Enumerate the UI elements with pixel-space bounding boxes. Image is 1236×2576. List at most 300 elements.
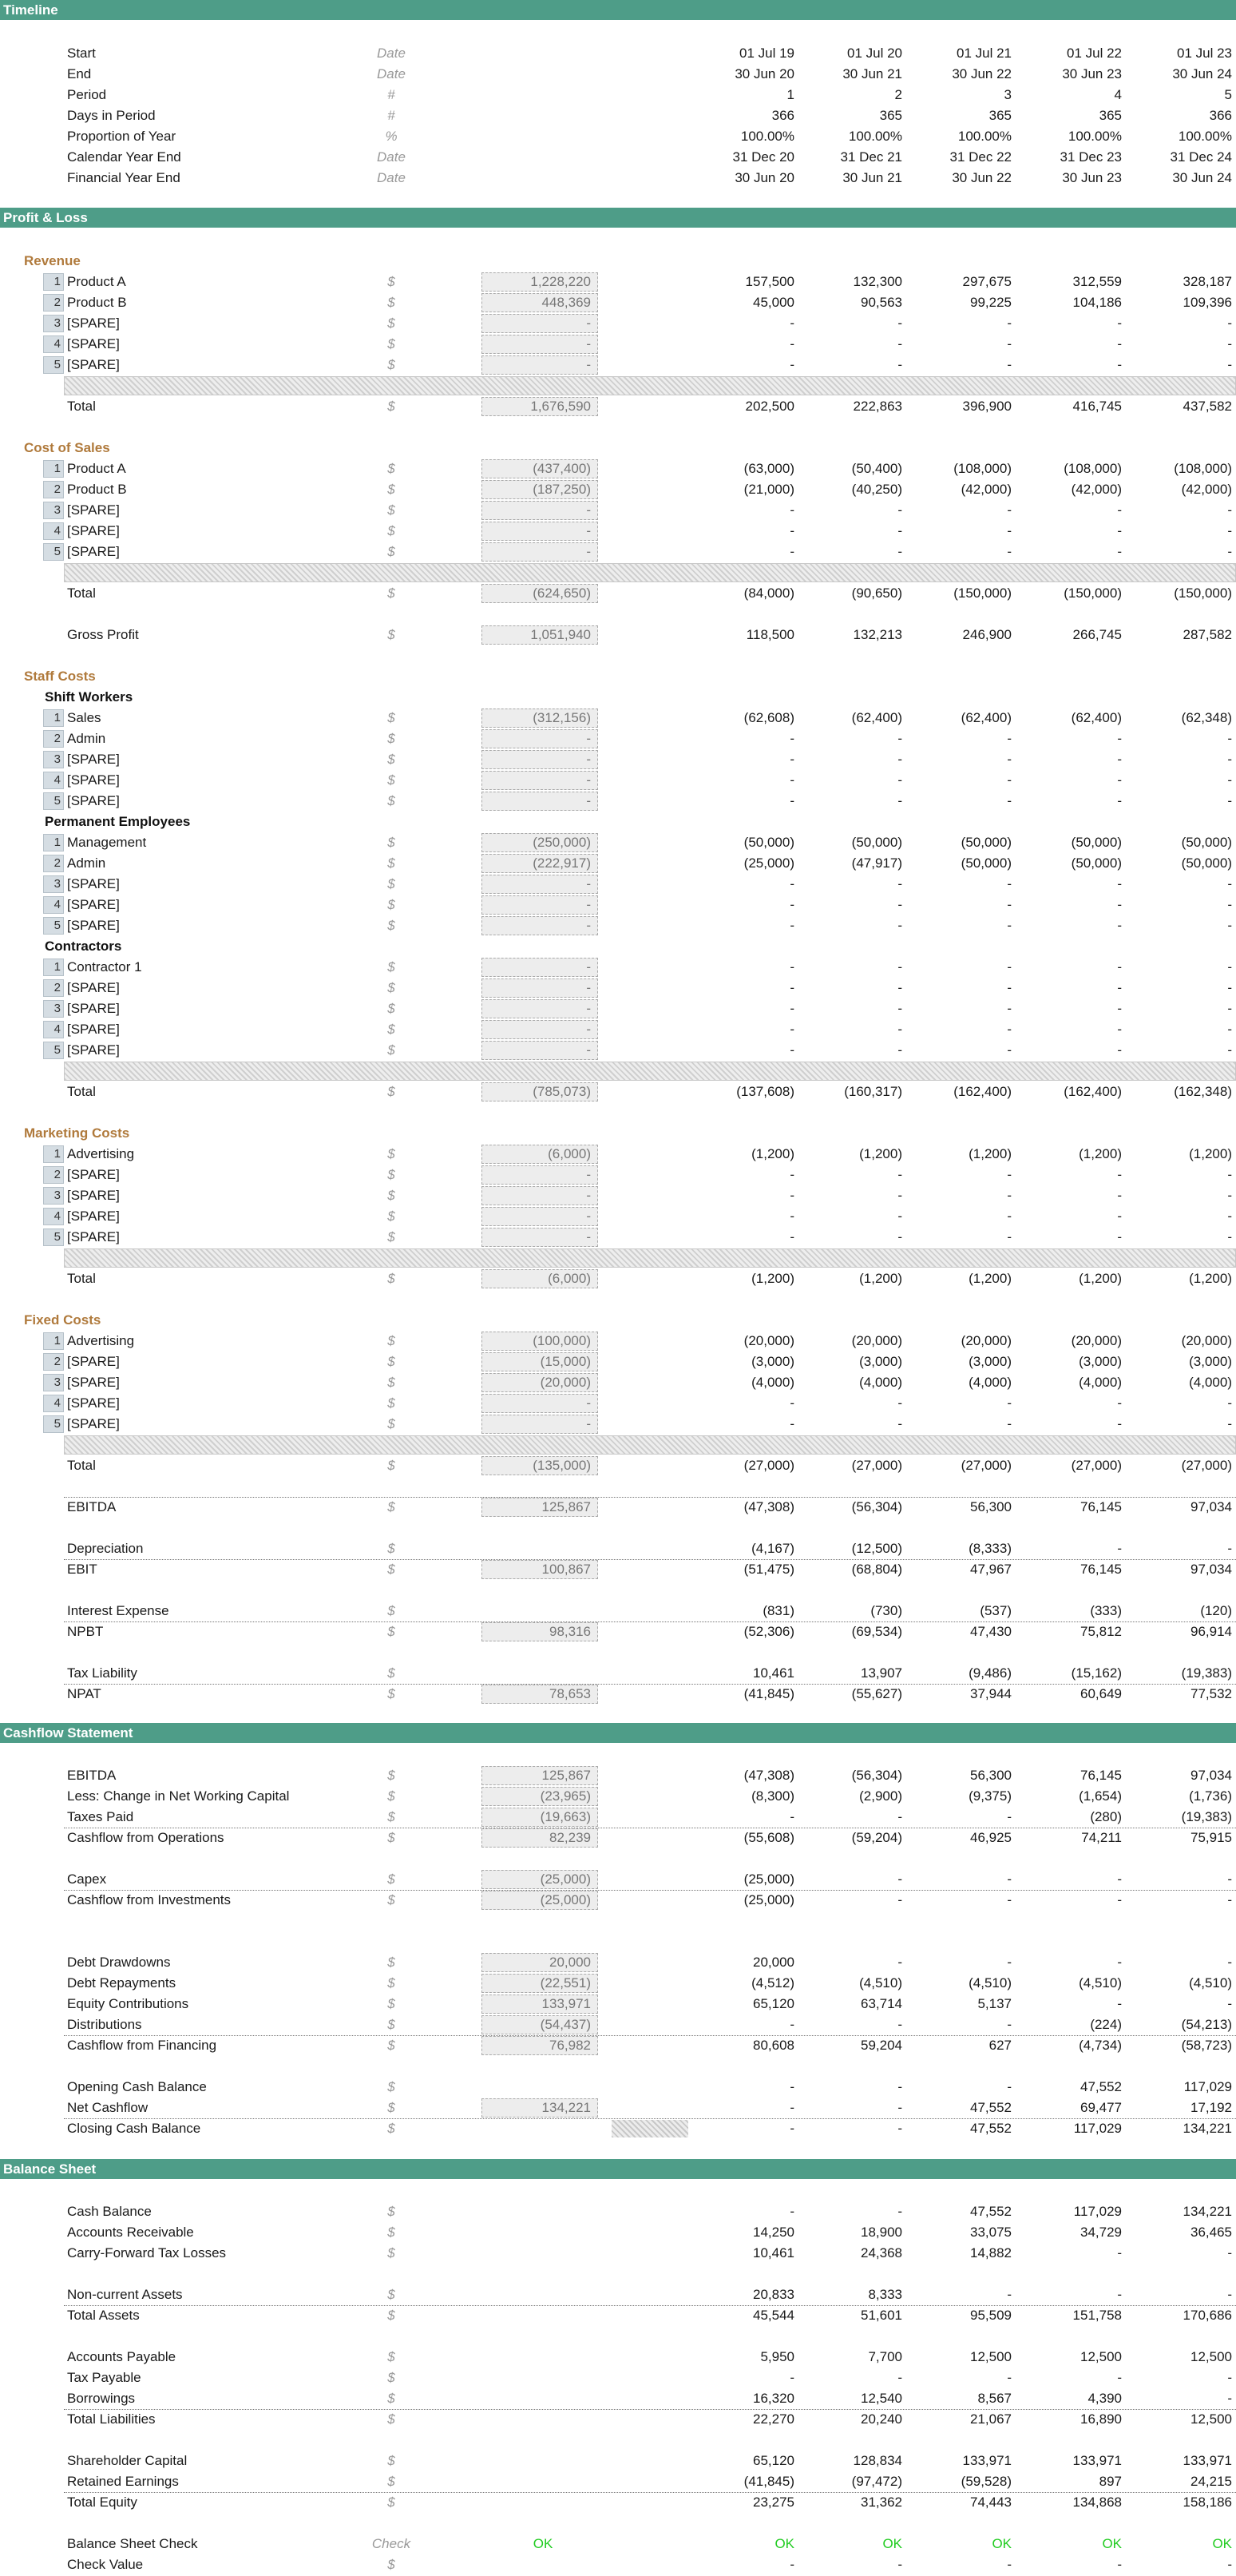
value-cell[interactable]: (56,304) <box>851 1499 902 1514</box>
value-cell[interactable]: 95,509 <box>970 2308 1012 2323</box>
total-cell[interactable]: - <box>481 958 598 977</box>
value-cell[interactable]: 170,686 <box>1183 2308 1232 2323</box>
value-cell[interactable]: (3,000) <box>859 1354 902 1369</box>
value-cell[interactable]: 14,250 <box>753 2225 794 2240</box>
value-cell[interactable]: - <box>1227 336 1232 351</box>
value-cell[interactable]: 30 Jun 24 <box>1172 66 1232 81</box>
value-cell[interactable]: (50,000) <box>961 835 1012 850</box>
value-cell[interactable]: (51,475) <box>743 1562 794 1577</box>
total-cell[interactable]: 78,653 <box>481 1685 598 1704</box>
total-cell[interactable]: 133,971 <box>481 1995 598 2014</box>
value-cell[interactable]: 31 Dec 20 <box>732 149 794 165</box>
value-cell[interactable]: 10,461 <box>753 1665 794 1681</box>
row-index[interactable]: 1 <box>43 460 64 478</box>
value-cell[interactable]: 133,971 <box>1183 2453 1232 2468</box>
value-cell[interactable]: - <box>1007 2079 1012 2094</box>
value-cell[interactable]: 104,186 <box>1072 295 1122 310</box>
value-cell[interactable]: - <box>1117 1871 1122 1887</box>
value-cell[interactable]: (41,845) <box>743 2474 794 2489</box>
row-index[interactable]: 1 <box>43 959 64 976</box>
value-cell[interactable]: - <box>1007 959 1012 974</box>
row-index[interactable]: 1 <box>43 709 64 727</box>
value-cell[interactable]: 246,900 <box>962 627 1012 642</box>
value-cell[interactable]: (20,000) <box>1071 1333 1122 1348</box>
value-cell[interactable]: - <box>1007 752 1012 767</box>
value-cell[interactable]: (56,304) <box>851 1768 902 1783</box>
value-cell[interactable]: - <box>790 1809 794 1824</box>
value-cell[interactable]: - <box>1007 544 1012 559</box>
value-cell[interactable]: - <box>790 1229 794 1244</box>
total-cell[interactable]: 125,867 <box>481 1498 598 1517</box>
value-cell[interactable]: - <box>897 1809 902 1824</box>
value-cell[interactable]: 75,812 <box>1080 1624 1122 1639</box>
value-cell[interactable]: (3,000) <box>1189 1354 1232 1369</box>
value-cell[interactable]: (62,400) <box>961 710 1012 725</box>
value-cell[interactable]: (27,000) <box>961 1458 1012 1473</box>
value-cell[interactable]: - <box>1117 316 1122 331</box>
value-cell[interactable]: (108,000) <box>1064 461 1122 476</box>
value-cell[interactable]: - <box>1117 793 1122 808</box>
value-cell[interactable]: - <box>1227 752 1232 767</box>
value-cell[interactable]: (50,000) <box>961 855 1012 871</box>
row-index[interactable]: 4 <box>43 1208 64 1225</box>
total-cell[interactable]: 76,982 <box>481 2036 598 2055</box>
total-cell[interactable]: - <box>481 542 598 562</box>
value-cell[interactable]: - <box>897 2017 902 2032</box>
value-cell[interactable]: - <box>897 357 902 372</box>
value-cell[interactable]: - <box>1007 336 1012 351</box>
value-cell[interactable]: - <box>790 544 794 559</box>
value-cell[interactable]: - <box>897 793 902 808</box>
value-cell[interactable]: (1,736) <box>1189 1788 1232 1804</box>
value-cell[interactable]: - <box>1117 876 1122 891</box>
total-cell[interactable]: (6,000) <box>481 1269 598 1288</box>
value-cell[interactable]: 132,213 <box>853 627 902 642</box>
value-cell[interactable]: (50,000) <box>1181 835 1232 850</box>
total-cell[interactable]: (22,551) <box>481 1974 598 1993</box>
value-cell[interactable]: 328,187 <box>1183 274 1232 289</box>
value-cell[interactable]: (20,000) <box>743 1333 794 1348</box>
total-cell[interactable]: (187,250) <box>481 480 598 499</box>
value-cell[interactable]: - <box>897 2121 902 2136</box>
value-cell[interactable]: - <box>897 897 902 912</box>
total-cell[interactable]: - <box>481 1041 598 1060</box>
value-cell[interactable]: 5,137 <box>977 1996 1012 2011</box>
value-cell[interactable]: 222,863 <box>853 399 902 414</box>
value-cell[interactable]: (4,000) <box>1079 1375 1122 1390</box>
value-cell[interactable]: - <box>1117 502 1122 518</box>
value-cell[interactable]: 416,745 <box>1072 399 1122 414</box>
value-cell[interactable]: 12,500 <box>970 2349 1012 2364</box>
value-cell[interactable]: (20,000) <box>1181 1333 1232 1348</box>
total-cell[interactable]: - <box>481 1228 598 1247</box>
value-cell[interactable]: (50,000) <box>1071 835 1122 850</box>
value-cell[interactable]: 30 Jun 24 <box>1172 170 1232 185</box>
value-cell[interactable]: (59,204) <box>851 1830 902 1845</box>
value-cell[interactable]: 20,240 <box>861 2411 902 2427</box>
value-cell[interactable]: - <box>790 1022 794 1037</box>
value-cell[interactable]: - <box>790 959 794 974</box>
value-cell[interactable]: - <box>790 502 794 518</box>
value-cell[interactable]: (19,383) <box>1181 1809 1232 1824</box>
value-cell[interactable]: 47,552 <box>970 2204 1012 2219</box>
row-index[interactable]: 2 <box>43 979 64 997</box>
value-cell[interactable]: 117,029 <box>1073 2204 1122 2219</box>
value-cell[interactable]: (55,627) <box>851 1686 902 1701</box>
value-cell[interactable]: 133,971 <box>1072 2453 1122 2468</box>
value-cell[interactable]: - <box>897 752 902 767</box>
value-cell[interactable]: - <box>1227 1395 1232 1411</box>
value-cell[interactable]: (97,472) <box>851 2474 902 2489</box>
value-cell[interactable]: 134,221 <box>1183 2121 1232 2136</box>
value-cell[interactable]: - <box>1227 1229 1232 1244</box>
value-cell[interactable]: - <box>790 1188 794 1203</box>
value-cell[interactable]: - <box>1227 731 1232 746</box>
value-cell[interactable]: - <box>1117 2287 1122 2302</box>
value-cell[interactable]: - <box>790 523 794 538</box>
value-cell[interactable]: 128,834 <box>853 2453 902 2468</box>
value-cell[interactable]: 100.00% <box>740 129 794 144</box>
value-cell[interactable]: 69,477 <box>1080 2100 1122 2115</box>
total-cell[interactable]: 82,239 <box>481 1828 598 1848</box>
total-cell[interactable]: 1,051,940 <box>481 625 598 645</box>
value-cell[interactable]: - <box>897 1955 902 1970</box>
row-index[interactable]: 4 <box>43 1021 64 1038</box>
row-index[interactable]: 1 <box>43 1332 64 1350</box>
row-index[interactable]: 3 <box>43 315 64 332</box>
value-cell[interactable]: - <box>897 731 902 746</box>
value-cell[interactable]: - <box>1227 2557 1232 2572</box>
value-cell[interactable]: (47,917) <box>851 855 902 871</box>
value-cell[interactable]: (20,000) <box>961 1333 1012 1348</box>
value-cell[interactable]: 18,900 <box>861 2225 902 2240</box>
total-cell[interactable]: (785,073) <box>481 1082 598 1101</box>
value-cell[interactable]: - <box>897 980 902 995</box>
value-cell[interactable]: (333) <box>1090 1603 1122 1618</box>
value-cell[interactable]: 22,270 <box>753 2411 794 2427</box>
value-cell[interactable]: - <box>1117 1209 1122 1224</box>
value-cell[interactable]: - <box>1117 1996 1122 2011</box>
value-cell[interactable]: - <box>1117 918 1122 933</box>
value-cell[interactable]: - <box>897 502 902 518</box>
value-cell[interactable]: 4 <box>1114 87 1122 102</box>
value-cell[interactable]: (8,333) <box>969 1541 1012 1556</box>
value-cell[interactable]: - <box>790 316 794 331</box>
value-cell[interactable]: 202,500 <box>745 399 794 414</box>
value-cell[interactable]: 31 Dec 24 <box>1170 149 1232 165</box>
value-cell[interactable]: - <box>1227 897 1232 912</box>
value-cell[interactable]: - <box>1117 1001 1122 1016</box>
value-cell[interactable]: 134,868 <box>1072 2495 1122 2510</box>
value-cell[interactable]: 46,925 <box>970 1830 1012 1845</box>
value-cell[interactable]: 12,500 <box>1190 2411 1232 2427</box>
value-cell[interactable]: - <box>790 1042 794 1058</box>
value-cell[interactable]: - <box>1117 1188 1122 1203</box>
value-cell[interactable]: - <box>1227 1892 1232 1907</box>
value-cell[interactable]: (1,200) <box>859 1146 902 1161</box>
value-cell[interactable]: 47,430 <box>970 1624 1012 1639</box>
value-cell[interactable]: 30 Jun 20 <box>735 170 794 185</box>
value-cell[interactable]: (224) <box>1090 2017 1122 2032</box>
total-cell[interactable]: (15,000) <box>481 1352 598 1371</box>
value-cell[interactable]: - <box>1117 897 1122 912</box>
value-cell[interactable]: 63,714 <box>861 1996 902 2011</box>
value-cell[interactable]: - <box>1227 357 1232 372</box>
value-cell[interactable]: 23,275 <box>753 2495 794 2510</box>
value-cell[interactable]: - <box>1227 1996 1232 2011</box>
value-cell[interactable]: - <box>1227 1541 1232 1556</box>
value-cell[interactable]: - <box>1007 2017 1012 2032</box>
value-cell[interactable]: 897 <box>1099 2474 1122 2489</box>
value-cell[interactable]: (4,167) <box>751 1541 794 1556</box>
value-cell[interactable]: 12,540 <box>861 2391 902 2406</box>
total-cell[interactable]: - <box>481 1394 598 1413</box>
total-cell[interactable]: 448,369 <box>481 293 598 312</box>
value-cell[interactable]: (2,900) <box>859 1788 902 1804</box>
total-cell[interactable]: - <box>481 314 598 333</box>
value-cell[interactable]: 2 <box>894 87 902 102</box>
value-cell[interactable]: 97,034 <box>1190 1768 1232 1783</box>
total-cell[interactable]: - <box>481 729 598 748</box>
value-cell[interactable]: 3 <box>1004 87 1012 102</box>
value-cell[interactable]: (4,510) <box>1079 1975 1122 1991</box>
value-cell[interactable]: (137,608) <box>736 1084 794 1099</box>
value-cell[interactable]: 76,145 <box>1080 1499 1122 1514</box>
value-cell[interactable]: (25,000) <box>743 1892 794 1907</box>
value-cell[interactable]: - <box>790 1395 794 1411</box>
value-cell[interactable]: 7,700 <box>868 2349 902 2364</box>
total-cell[interactable]: (624,650) <box>481 584 598 603</box>
value-cell[interactable]: 366 <box>771 108 794 123</box>
value-cell[interactable]: 30 Jun 20 <box>735 66 794 81</box>
value-cell[interactable]: 34,729 <box>1080 2225 1122 2240</box>
value-cell[interactable]: 10,461 <box>753 2245 794 2260</box>
value-cell[interactable]: 5,950 <box>760 2349 794 2364</box>
value-cell[interactable]: 45,544 <box>753 2308 794 2323</box>
value-cell[interactable]: 117,029 <box>1073 2121 1122 2136</box>
total-cell[interactable]: 20,000 <box>481 1953 598 1972</box>
value-cell[interactable]: - <box>1117 1022 1122 1037</box>
value-cell[interactable]: 47,552 <box>970 2121 1012 2136</box>
value-cell[interactable]: - <box>1007 1167 1012 1182</box>
value-cell[interactable]: 65,120 <box>753 1996 794 2011</box>
total-cell[interactable]: (135,000) <box>481 1456 598 1475</box>
value-cell[interactable]: 01 Jul 23 <box>1177 46 1232 61</box>
value-cell[interactable]: (62,400) <box>851 710 902 725</box>
total-cell[interactable]: - <box>481 750 598 769</box>
value-cell[interactable]: (4,510) <box>859 1975 902 1991</box>
value-cell[interactable]: - <box>1227 2391 1232 2406</box>
value-cell[interactable]: (55,608) <box>743 1830 794 1845</box>
value-cell[interactable]: (1,200) <box>1079 1146 1122 1161</box>
value-cell[interactable]: - <box>790 2557 794 2572</box>
value-cell[interactable]: 627 <box>988 2038 1012 2053</box>
value-cell[interactable]: (120) <box>1200 1603 1232 1618</box>
value-cell[interactable]: - <box>790 1209 794 1224</box>
value-cell[interactable]: OK <box>882 2536 902 2551</box>
value-cell[interactable]: 60,649 <box>1080 1686 1122 1701</box>
value-cell[interactable]: (62,400) <box>1071 710 1122 725</box>
value-cell[interactable]: 21,067 <box>970 2411 1012 2427</box>
value-cell[interactable]: - <box>897 918 902 933</box>
value-cell[interactable]: - <box>897 959 902 974</box>
value-cell[interactable]: - <box>1117 1229 1122 1244</box>
value-cell[interactable]: OK <box>992 2536 1012 2551</box>
total-cell[interactable]: - <box>481 1207 598 1226</box>
value-cell[interactable]: (4,000) <box>1189 1375 1232 1390</box>
row-index[interactable]: 3 <box>43 875 64 893</box>
value-cell[interactable]: - <box>1007 1871 1012 1887</box>
value-cell[interactable]: - <box>897 1001 902 1016</box>
value-cell[interactable]: 74,443 <box>970 2495 1012 2510</box>
value-cell[interactable]: - <box>1007 772 1012 788</box>
value-cell[interactable]: - <box>897 2079 902 2094</box>
value-cell[interactable]: 77,532 <box>1190 1686 1232 1701</box>
value-cell[interactable]: (4,510) <box>969 1975 1012 1991</box>
value-cell[interactable]: 01 Jul 21 <box>957 46 1012 61</box>
value-cell[interactable]: - <box>1117 959 1122 974</box>
value-cell[interactable]: (108,000) <box>953 461 1012 476</box>
value-cell[interactable]: (150,000) <box>953 585 1012 601</box>
value-cell[interactable]: (27,000) <box>851 1458 902 1473</box>
value-cell[interactable]: (3,000) <box>751 1354 794 1369</box>
value-cell[interactable]: - <box>1227 2370 1232 2385</box>
value-cell[interactable]: - <box>790 357 794 372</box>
value-cell[interactable]: (41,845) <box>743 1686 794 1701</box>
total-cell[interactable]: - <box>481 916 598 935</box>
value-cell[interactable]: (3,000) <box>969 1354 1012 1369</box>
value-cell[interactable]: 133,971 <box>962 2453 1012 2468</box>
row-index[interactable]: 5 <box>43 1228 64 1246</box>
value-cell[interactable]: (4,734) <box>1079 2038 1122 2053</box>
value-cell[interactable]: - <box>1227 1042 1232 1058</box>
value-cell[interactable]: OK <box>1102 2536 1122 2551</box>
value-cell[interactable]: - <box>1227 772 1232 788</box>
value-cell[interactable]: - <box>897 1229 902 1244</box>
total-cell[interactable]: 134,221 <box>481 2098 598 2118</box>
value-cell[interactable]: 365 <box>988 108 1012 123</box>
value-cell[interactable]: 59,204 <box>861 2038 902 2053</box>
value-cell[interactable]: - <box>897 1209 902 1224</box>
value-cell[interactable]: 8,567 <box>977 2391 1012 2406</box>
total-cell[interactable]: - <box>481 792 598 811</box>
value-cell[interactable]: 109,396 <box>1183 295 1232 310</box>
value-cell[interactable]: (52,306) <box>743 1624 794 1639</box>
value-cell[interactable]: 396,900 <box>962 399 1012 414</box>
value-cell[interactable]: 47,967 <box>970 1562 1012 1577</box>
value-cell[interactable]: 8,333 <box>868 2287 902 2302</box>
value-cell[interactable]: - <box>1117 1541 1122 1556</box>
value-cell[interactable]: 33,075 <box>970 2225 1012 2240</box>
value-cell[interactable]: (4,510) <box>1189 1975 1232 1991</box>
value-cell[interactable]: (1,200) <box>1189 1271 1232 1286</box>
total-cell[interactable]: - <box>481 978 598 998</box>
value-cell[interactable]: - <box>790 897 794 912</box>
value-cell[interactable]: - <box>1227 544 1232 559</box>
value-cell[interactable]: - <box>790 2100 794 2115</box>
value-cell[interactable]: (63,000) <box>743 461 794 476</box>
value-cell[interactable]: (4,000) <box>969 1375 1012 1390</box>
value-cell[interactable]: (68,804) <box>851 1562 902 1577</box>
value-cell[interactable]: 76,145 <box>1080 1768 1122 1783</box>
value-cell[interactable]: - <box>897 1042 902 1058</box>
value-cell[interactable]: (54,213) <box>1181 2017 1232 2032</box>
value-cell[interactable]: 97,034 <box>1190 1499 1232 1514</box>
value-cell[interactable]: 100.00% <box>1068 129 1122 144</box>
row-index[interactable]: 2 <box>43 481 64 498</box>
value-cell[interactable]: 96,914 <box>1190 1624 1232 1639</box>
value-cell[interactable]: - <box>1117 1955 1122 1970</box>
value-cell[interactable]: - <box>790 336 794 351</box>
value-cell[interactable]: (42,000) <box>1071 482 1122 497</box>
value-cell[interactable]: 20,833 <box>753 2287 794 2302</box>
value-cell[interactable]: (730) <box>870 1603 902 1618</box>
value-cell[interactable]: - <box>1227 1416 1232 1431</box>
value-cell[interactable]: 1 <box>786 87 794 102</box>
value-cell[interactable]: (27,000) <box>1181 1458 1232 1473</box>
row-index[interactable]: 4 <box>43 522 64 540</box>
value-cell[interactable]: - <box>790 772 794 788</box>
row-index[interactable]: 5 <box>43 356 64 374</box>
value-cell[interactable]: - <box>897 1871 902 1887</box>
value-cell[interactable]: 20,000 <box>753 1955 794 1970</box>
value-cell[interactable]: - <box>1007 357 1012 372</box>
total-cell[interactable]: (25,000) <box>481 1891 598 1910</box>
row-index[interactable]: 3 <box>43 751 64 768</box>
row-index[interactable]: 1 <box>43 273 64 291</box>
value-cell[interactable]: - <box>1007 1395 1012 1411</box>
total-cell[interactable]: (250,000) <box>481 833 598 852</box>
value-cell[interactable]: - <box>1117 357 1122 372</box>
value-cell[interactable]: 266,745 <box>1072 627 1122 642</box>
row-index[interactable]: 3 <box>43 1187 64 1205</box>
value-cell[interactable]: 30 Jun 21 <box>842 170 902 185</box>
value-cell[interactable]: - <box>790 731 794 746</box>
total-cell[interactable]: 98,316 <box>481 1622 598 1641</box>
value-cell[interactable]: - <box>1007 316 1012 331</box>
value-cell[interactable]: 366 <box>1209 108 1232 123</box>
value-cell[interactable]: 75,915 <box>1190 1830 1232 1845</box>
value-cell[interactable]: - <box>1007 2370 1012 2385</box>
value-cell[interactable]: 01 Jul 19 <box>739 46 794 61</box>
value-cell[interactable]: - <box>1227 1955 1232 1970</box>
value-cell[interactable]: - <box>1007 523 1012 538</box>
row-index[interactable]: 2 <box>43 1353 64 1371</box>
row-index[interactable]: 3 <box>43 502 64 519</box>
value-cell[interactable]: 134,221 <box>1183 2204 1232 2219</box>
value-cell[interactable]: 97,034 <box>1190 1562 1232 1577</box>
value-cell[interactable]: - <box>1007 897 1012 912</box>
value-cell[interactable]: (59,528) <box>961 2474 1012 2489</box>
value-cell[interactable]: - <box>790 2204 794 2219</box>
value-cell[interactable]: (1,200) <box>1079 1271 1122 1286</box>
value-cell[interactable]: 287,582 <box>1183 627 1232 642</box>
value-cell[interactable]: (27,000) <box>743 1458 794 1473</box>
total-cell[interactable]: (312,156) <box>481 708 598 728</box>
value-cell[interactable]: 12,500 <box>1080 2349 1122 2364</box>
value-cell[interactable]: - <box>897 772 902 788</box>
value-cell[interactable]: - <box>1007 1809 1012 1824</box>
value-cell[interactable]: 24,215 <box>1190 2474 1232 2489</box>
value-cell[interactable]: (9,375) <box>969 1788 1012 1804</box>
value-cell[interactable]: - <box>1117 1395 1122 1411</box>
value-cell[interactable]: 100.00% <box>848 129 902 144</box>
value-cell[interactable]: (4,000) <box>751 1375 794 1390</box>
value-cell[interactable]: 47,552 <box>1080 2079 1122 2094</box>
value-cell[interactable]: - <box>1007 731 1012 746</box>
value-cell[interactable]: 14,882 <box>970 2245 1012 2260</box>
value-cell[interactable]: - <box>1007 1209 1012 1224</box>
